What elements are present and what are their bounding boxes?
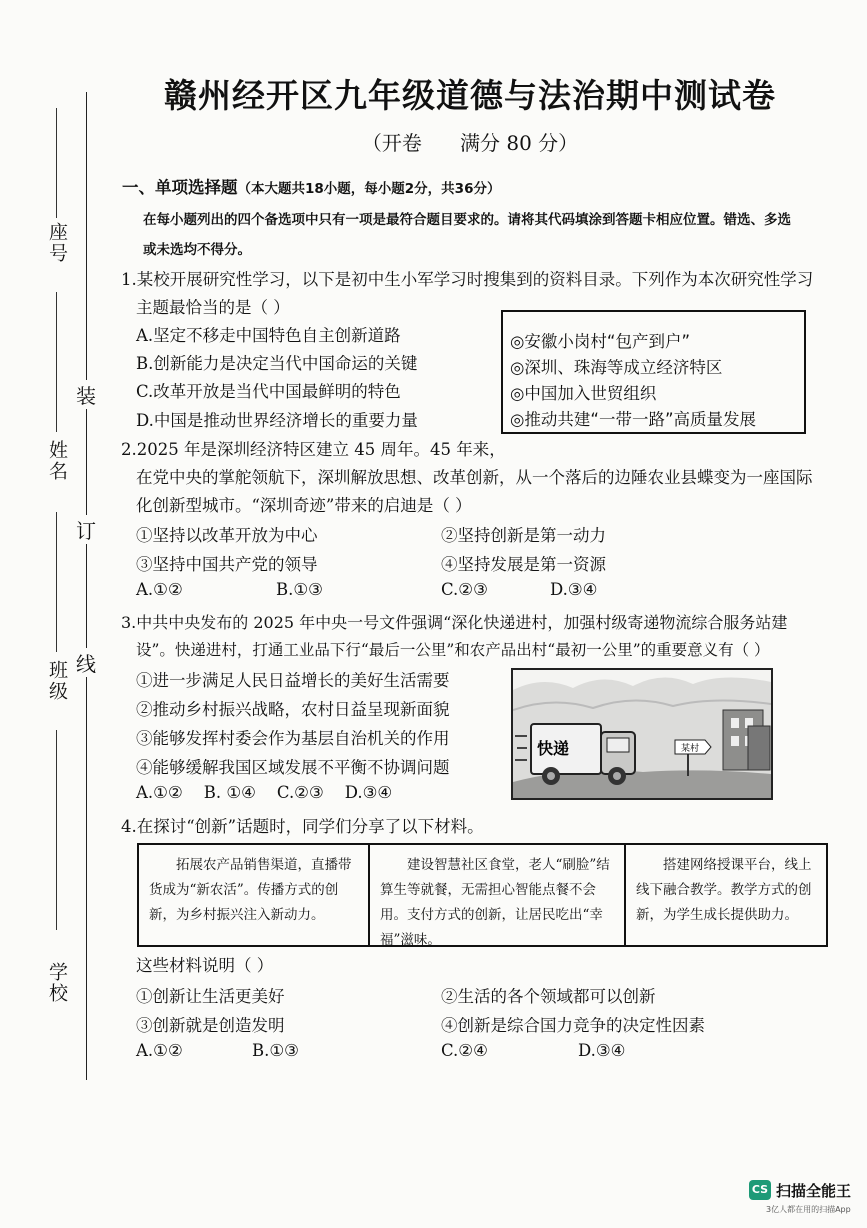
q1-option-a: A.坚定不移走中国特色自主创新道路 xyxy=(136,326,401,345)
q4-item-2: ②生活的各个领域都可以创新 xyxy=(441,987,656,1006)
instruction-line-1: 在每小题列出的四个备选项中只有一项是最符合题目要求的。请将其代码填涂到答题卡相应位置。错选、多选 xyxy=(143,212,791,228)
school-field-line xyxy=(56,730,57,930)
q1-option-b: B.创新能力是决定当代中国命运的关键 xyxy=(136,354,418,373)
q3-stem-line-1: 3.中共中央发布的 2025 年中央一号文件强调“深化快递进村，加强村级寄递物流综合服务站建 xyxy=(121,613,788,632)
page-title: 赣州经开区九年级道德与法治期中测试卷 xyxy=(164,76,776,115)
q4-material-cell xyxy=(626,845,826,945)
q2-stem-line-1: 2.2025 年是深圳经济特区建立 45 周年。45 年来， xyxy=(121,440,506,459)
truck-label-text: 快递 xyxy=(537,739,570,758)
q2-item-3: ③坚持中国共产党的领导 xyxy=(136,555,318,574)
delivery-truck-illustration xyxy=(511,668,773,800)
q3-item-4: ④能够缓解我国区域发展不平衡不协调问题 xyxy=(136,758,450,777)
q3-item-1: ①进一步满足人民日益增长的美好生活需要 xyxy=(136,671,450,690)
q4-stem: 4.在探讨“创新”话题时，同学们分享了以下材料。 xyxy=(121,817,484,836)
q3-item-2: ②推动乡村振兴战略，农村日益呈现新面貌 xyxy=(136,700,450,719)
q4-item-4: ④创新是综合国力竞争的决定性因素 xyxy=(441,1016,705,1035)
binding-line xyxy=(86,92,87,1080)
q1-box-item: ◎安徽小岗村“包产到户” xyxy=(510,332,690,351)
school-label: 学校 xyxy=(46,962,68,1004)
q4-material-cell xyxy=(139,845,370,945)
seat-label: 座号 xyxy=(46,222,68,264)
bind-char-ding: 订 xyxy=(76,515,96,544)
q1-box-item: ◎深圳、珠海等成立经济特区 xyxy=(510,358,723,377)
scanner-tagline: 3亿人都在用的扫描App xyxy=(766,1205,851,1214)
section-heading-row xyxy=(122,178,500,199)
q4-choice-b: B.①③ xyxy=(252,1041,299,1060)
bind-char-xian: 线 xyxy=(76,648,96,677)
q1-stem-line-1: 1.某校开展研究性学习，以下是初中生小军学习时搜集到的资料目录。下列作为本次研究性学习 xyxy=(121,270,814,289)
name-field-line xyxy=(56,292,57,432)
q4-item-1: ①创新让生活更美好 xyxy=(136,987,285,1006)
class-field-line xyxy=(56,512,57,652)
q2-item-1: ①坚持以改革开放为中心 xyxy=(136,526,318,545)
scanner-logo-icon: CS xyxy=(749,1180,771,1200)
q1-box-item: ◎中国加入世贸组织 xyxy=(510,384,657,403)
q1-option-d: D.中国是推动世界经济增长的重要力量 xyxy=(136,411,418,430)
q4-prompt: 这些材料说明（ ） xyxy=(136,956,274,975)
q1-material-box xyxy=(501,310,806,434)
q2-choice-a: A.①② xyxy=(136,580,183,599)
q4-material-cell xyxy=(370,845,626,948)
q1-stem-line-2: 主题最恰当的是（ ） xyxy=(136,298,290,317)
q2-stem-line-2: 在党中央的掌舵领航下，深圳解放思想、改革创新，从一个落后的边陲农业县蝶变为一座国际 xyxy=(136,468,813,487)
page-subtitle: （开卷 满分 80 分） xyxy=(361,131,579,155)
q3-item-3: ③能够发挥村委会作为基层自治机关的作用 xyxy=(136,729,450,748)
q4-choice-d: D.③④ xyxy=(578,1041,626,1060)
q4-choice-a: A.①② xyxy=(136,1041,183,1060)
q4-material-table xyxy=(137,843,828,947)
q2-item-2: ②坚持创新是第一动力 xyxy=(441,526,606,545)
section-heading: 一、单项选择题 xyxy=(122,178,238,197)
q4-item-3: ③创新就是创造发明 xyxy=(136,1016,285,1035)
q1-box-item: ◎推动共建“一带一路”高质量发展 xyxy=(510,410,756,429)
q2-choice-d: D.③④ xyxy=(550,580,598,599)
village-sign-text: 某村 xyxy=(681,744,700,754)
q1-option-c: C.改革开放是当代中国最鲜明的特色 xyxy=(136,382,401,401)
q4-material-text: 搭建网络授课平台，线上线下融合教学。教学方式的创新，为学生成长提供助力。 xyxy=(636,857,812,923)
instruction-line-2: 或未选均不得分。 xyxy=(143,242,251,258)
q4-choice-c: C.②④ xyxy=(441,1041,488,1060)
scanner-brand: 扫描全能王 xyxy=(776,1182,852,1200)
q3-stem-line-2: 设”。快递进村，打通工业品下行“最后一公里”和农产品出村“最初一公里”的重要意义有（ ） xyxy=(136,641,770,659)
q2-stem-line-3: 化创新型城市。“深圳奇迹”带来的启迪是（ ） xyxy=(136,496,472,515)
q2-choice-b: B.①③ xyxy=(276,580,323,599)
q4-material-text: 建设智慧社区食堂，老人“刷脸”结算生等就餐，无需担心智能点餐不会用。支付方式的创新，让居民吃出“幸福”滋味。 xyxy=(380,857,610,948)
class-label: 班级 xyxy=(46,660,68,702)
name-label: 姓名 xyxy=(46,440,68,482)
truck-scene-svg xyxy=(513,670,771,798)
section-heading-note: （本大题共18小题，每小题2分，共36分） xyxy=(237,181,501,197)
q4-material-text: 拓展农产品销售渠道，直播带货成为“新农活”。传播方式的创新，为乡村振兴注入新动力。 xyxy=(149,857,352,923)
q2-item-4: ④坚持发展是第一资源 xyxy=(441,555,606,574)
q3-choices: A.①② B. ①④ C.②③ D.③④ xyxy=(136,783,393,802)
seat-field-line xyxy=(56,108,57,218)
q2-choice-c: C.②③ xyxy=(441,580,488,599)
bind-char-zhuang: 装 xyxy=(76,380,96,409)
